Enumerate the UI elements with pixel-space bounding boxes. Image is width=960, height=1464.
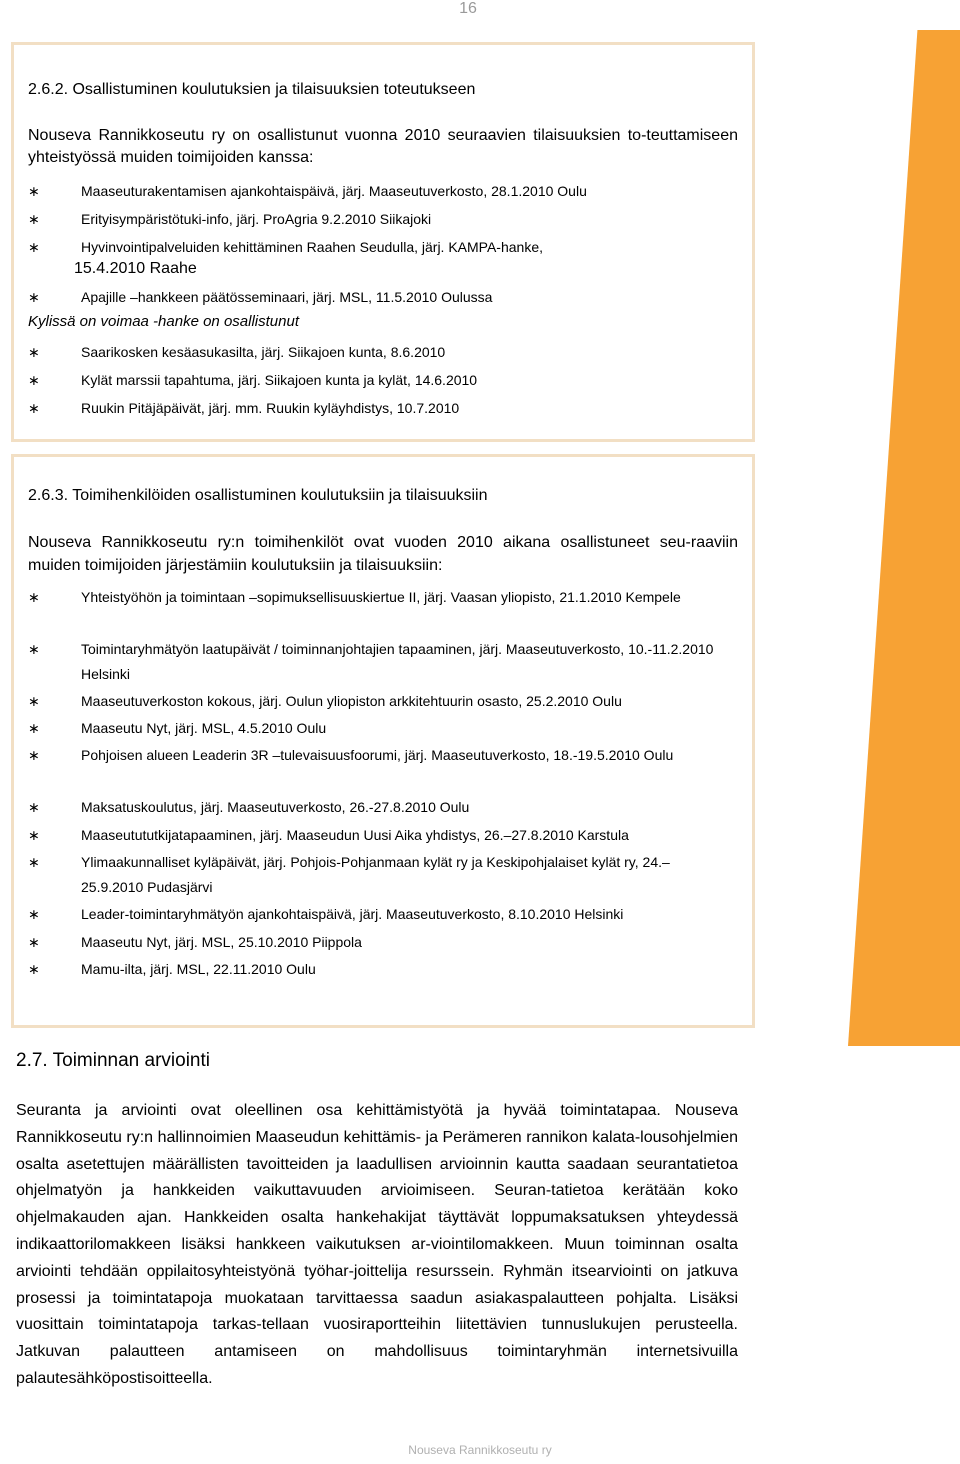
page-footer: Nouseva Rannikkoseutu ry <box>408 1443 552 1457</box>
asterisk-bullet-icon: ∗ <box>28 747 40 763</box>
evaluation-paragraph: Seuranta ja arviointi ovat oleellinen osa kehittämistyötä ja hyvää toimintatapaa. Nouseva Rannikkoseutu ry:n hallinnoimien Maaseudun kehittämis- ja Perämeren rannikon kalata-lousohjelmien osalta asetettujen määrällisten tavoitteiden ja laadullisen arvioinnin kautta saadaan seurantatietoa ohjelmatyön ja hankkeiden vaikuttavuuden arvioimiseen. Seuran-tatietoa kerätään koko ohjelmakauden ajan. Hankkeiden osalta hankehakijat täyttävät loppumaksatuksen yhteydessä indikaattorilomakkeen lisäksi hankkeen vaikutuksen ar-viointilomakkeen. Muun toiminnan osalta arviointi tehdään oppilaitosyhteistyönä työhar-joittelija resurssein. Ryhmän itsearviointi on jatkuva prosessi ja toimintatapoja muokataan tarvittaessa saadun asiakaspalautteen pohjalta. Lisäksi vuosittain toimintatapoja tarkas-tellaan vuosiraportteihin liitettävien tunnuslukujen perusteella. Jatkuvan palautteen antamiseen on mahdollisuus toimintaryhmän internetsivuilla palautesähköpostisoitteella. <box>16 1102 738 1387</box>
asterisk-bullet-icon: ∗ <box>28 211 40 227</box>
asterisk-bullet-icon: ∗ <box>28 961 40 977</box>
staff-training-box: 2.6.3. Toimihenkilöiden osallistuminen koulutuksiin ja tilaisuuksiin Nouseva Rannikkoseutu ry:n toimihenkilöt ovat vuoden 2010 aikana osallistuneet seu-raaviin muiden toimijoiden järjestämiin koulutuksiin ja tilaisuuksiin: ∗ Yhteistyöhön ja toimintaan –sopimuksellisuuskiertue II, järj. Vaasan yliopisto, 21.1.2010 Kempele ∗ Toimintaryhmätyön laatupäivät / toiminnanjohtajien tapaaminen, järj. Maaseutuverkosto, 10.-11.2.2010 Helsinki ∗ Maaseutuverkoston kokous, järj. Oulun yliopiston arkkitehtuurin osasto, 25.2.2010 Oulu ∗ Maaseutu Nyt, järj. MSL, 4.5.2010 Oulu ∗ Pohjoisen alueen Leaderin 3R –tulevaisuusfoorumi, järj. Maaseutuverkosto, 18.-19.5.2010 Oulu ∗ Maksatuskoulutus, järj. Maaseutuverkosto, 26.-27.8.2010 Oulu ∗ Maaseutututkijatapaaminen, järj. Maaseudun Uusi Aika yhdistys, 26.–27.8.2010 Karstula ∗ Ylimaakunnalliset kyläpäivät, järj. Pohjois-Pohjanmaan kylät ry ja Keskipohjalaiset kylät ry, 24.–25.9.2010 Pudasjärvi ∗ Leader-toimintaryhmätyön ajankohtaispäivä, järj. Maaseutuverkosto, 8.10.2010 Helsinki ∗ Maaseutu Nyt, järj. MSL, 25.10.2010 Piippola ∗ Mamu-ilta, järj. MSL, 22.11.2010 Oulu <box>11 454 755 1028</box>
page-number: 16 <box>459 0 477 17</box>
participation-box: 2.6.2. Osallistuminen koulutuksien ja tilaisuuksien toteutukseen Nouseva Rannikkoseutu ry on osallistunut vuonna 2010 seuraavien tilaisuuksien to-teuttamiseen yhteistyössä muiden toimijoiden kanssa: ∗ Maaseuturakentamisen ajankohtaispäivä, järj. Maaseutuverkosto, 28.1.2010 Oulu ∗ Erityisympäristötuki-info, järj. ProAgria 9.2.2010 Siikajoki ∗ Hyvinvointipalveluiden kehittäminen Raahen Seudulla, järj. KAMPA-hanke, 15.4.2010 Raahe ∗ Apajille –hankkeen päätösseminaari, järj. MSL, 11.5.2010 Oulussa Kylissä on voimaa -hanke on osallistunut ∗ Saarikosken kesäasukasilta, järj. Siikajoen kunta, 8.6.2010 ∗ Kylät marssii tapahtuma, järj. Siikajoen kunta ja kylät, 14.6.2010 ∗ Ruukin Pitäjäpäivät, järj. mm. Ruukin kyläyhdistys, 10.7.2010 <box>11 42 755 442</box>
asterisk-bullet-icon: ∗ <box>28 906 40 922</box>
section-heading-2-7: 2.7. Toiminnan arviointi <box>16 1050 210 1071</box>
asterisk-bullet-icon: ∗ <box>28 400 40 416</box>
kylissa-subheading: Kylissä on voimaa -hanke on osallistunut <box>28 313 299 330</box>
box1-intro: Nouseva Rannikkoseutu ry on osallistunut vuonna 2010 seuraavien tilaisuuksien to-teuttamiseen yhteistyössä muiden toimijoiden kanssa: <box>28 127 738 166</box>
asterisk-bullet-icon: ∗ <box>28 720 40 736</box>
asterisk-bullet-icon: ∗ <box>28 693 40 709</box>
asterisk-bullet-icon: ∗ <box>28 641 40 657</box>
asterisk-bullet-icon: ∗ <box>28 854 40 870</box>
orange-decorative-stripe <box>848 30 960 1046</box>
asterisk-bullet-icon: ∗ <box>28 934 40 950</box>
section-heading-2-6-2: 2.6.2. Osallistuminen koulutuksien ja tilaisuuksien toteutukseen <box>28 81 476 98</box>
box2-intro: Nouseva Rannikkoseutu ry:n toimihenkilöt ovat vuoden 2010 aikana osallistuneet seu-raaviin muiden toimijoiden järjestämiin koulutuksiin ja tilaisuuksiin: <box>28 534 738 574</box>
asterisk-bullet-icon: ∗ <box>28 372 40 388</box>
asterisk-bullet-icon: ∗ <box>28 799 40 815</box>
section-heading-2-6-3: 2.6.3. Toimihenkilöiden osallistuminen koulutuksiin ja tilaisuuksiin <box>28 487 488 504</box>
asterisk-bullet-icon: ∗ <box>28 827 40 843</box>
asterisk-bullet-icon: ∗ <box>28 344 40 360</box>
asterisk-bullet-icon: ∗ <box>28 589 40 605</box>
asterisk-bullet-icon: ∗ <box>28 239 40 255</box>
asterisk-bullet-icon: ∗ <box>28 289 40 305</box>
asterisk-bullet-icon: ∗ <box>28 183 40 199</box>
list-item-continuation: 15.4.2010 Raahe <box>74 260 197 277</box>
